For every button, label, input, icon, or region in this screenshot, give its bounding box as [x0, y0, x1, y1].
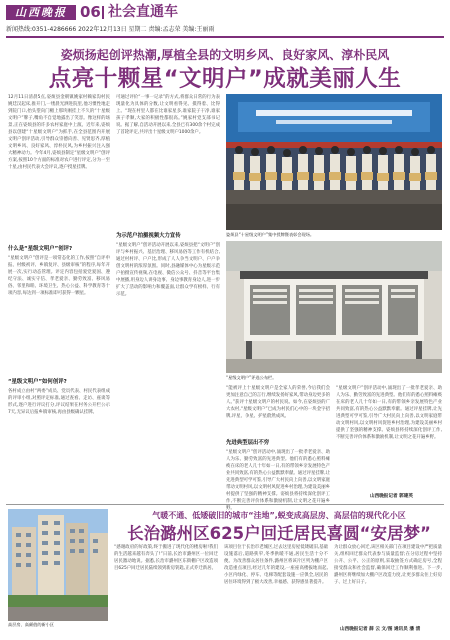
article1-byline: 山西晚报记者 郭建英 [370, 494, 413, 499]
article1-col2-body: 可通过评价“一事一记录”的方式,将群众日常的行为表现量化为具体的分数,让文明看得见、摸得着、比得上。“现在村里人都在比谁家星多,谁家院子干净,谁家孩子孝顺,大家的积极性都很高。”姚家村党支部书记说。据了解,自活动开展以来,全县已有300余个村完成了首轮评定,共评出十星级文明户1000余户。 [116, 95, 220, 135]
article2-col1-body: “感谢政府的好政策,终于搬进了现代化的楼房啦!我们的生活越来越有奔头了!”日前,长治市潞州区一位回迁居民激动地说。据悉,长治市潞州区东街棚户区改造项目625户回迁居民陆续领到新房钥匙,正式乔迁新居。 [114, 545, 218, 571]
article1-kicker: 姿烦扬起创评热潮,厚植全县的文明乡风、良好家风、淳朴民风 [60, 48, 390, 62]
article1-col2-body2: “星级文明户”创评活动开展以来,姿烦县把“文明户”创评与乡村振兴、基层治理、移风易俗等工作有机结合,通过村村评、户户比,形成了人人争当文明户、户户争创文明村的浓厚氛围。同时,县融媒体中心为星级示范户拍摄宣传视频,在电视、微信公众号、抖音等平台集中展播,用身边人讲身边事、身边事教育身边人,进一步扩大了活动的影响力和覆盖面,让群众学有榜样、行有示范。 [116, 243, 220, 297]
article1-col1-body2: “星级文明户”创评是一项常态化的工作,按照“自评申报、村级初评、乡镇复评、县级审核”的程序,每年开展一次,实行动态管理。评定内容包括爱党爱国、遵纪守法、诚实守信、孝老爱亲、勤劳致富、移风易俗、邻里和睦、环境卫生、热心公益、科学教育等十项内容,每达到一项标准即可获得一颗星。 [8, 256, 110, 296]
section-title: 社会直通车 [108, 4, 178, 20]
masthead [6, 4, 444, 38]
bulletin-board-illustration [226, 241, 442, 373]
photo-award-ceremony [226, 94, 442, 230]
newspaper-logo: 山西晚报 [6, 5, 76, 20]
article1-col1-subhead2: “星级文明户”如何创评? [8, 379, 67, 385]
article2-col2-body: 该项目位于长治市老城区,过去这里房屋低矮破旧,基础设施落后,道路狭窄,冬季供暖不通,居民生活十分不便。为改善群众居住条件,潞州区将该片区列为棚户区改造重点项目,经过几年的建设,一座座高楼拔地而起,小区内绿化、停车、电梯等配套设施一应俱全,居民的居住环境得到了极大改善,幸福感、获得感显著提升。 [224, 545, 328, 585]
article1-headline: 点亮十颗星“文明户”成就美丽人生 [48, 66, 402, 92]
article2-col3-body: 为让群众放心回迁,该区相关部门在项目建设中严把质量关,组织回迁群众代表参与质量监督;在分房过程中坚持公开、公平、公正的原则,采取抽签方式确定房号,全程接受群众和社会监督,确保回迁工作顺利推进。下一步,潞州区将继续加大棚户区改造力度,让更多群众住上好房子、过上好日子。 [334, 545, 442, 585]
article1-col3-subhead: 先进典型层出不穷 [226, 440, 270, 446]
article1-col3-body2: “星级文明户”创评活动中,涌现出了一批孝老爱亲、助人为乐、勤劳致富的先进典型。他们有的悉心照料瘫痪在床的老人几十年如一日,有的带领乡亲发展特色产业共同致富,有的热心公益默默奉献。通过评星挂牌,让先进典型可学可鉴,引导广大村民向上向善,以文明家庭带动文明村风,以文明村风促进乡村治理,为建设美丽乡村提供了坚强的精神支撑。姿烦县将持续深化创评工作,不断完善评价体系和激励机制,让文明之花开遍乡野。 [226, 450, 330, 511]
photo-residential-buildings [8, 509, 108, 621]
photo2-caption: “星级文明户”评选公布栏。 [226, 375, 277, 380]
article2-byline: 山西晚报记者 薛 云 文/图 通讯员 潘 清 [340, 627, 421, 632]
article1-col1-body3: 各村成立由村“两委”成员、党员代表、村民代表组成的评审小组,对照评定标准,通过查看、走访、座谈等形式,逐户进行评议打分,评议结果在村务公开栏公示7天,无异议后报乡镇审核,再由县级确认挂牌。 [8, 389, 110, 415]
article1-col2-subhead: 为示范户拍摄视频大力宣传 [116, 233, 181, 239]
photo1-caption: 姿烦县“十星级文明户”集中授牌暨表彰会现场。 [226, 232, 315, 237]
masthead-separator [102, 6, 104, 19]
article1-col1-subhead: 什么是“星级文明户”创评? [8, 246, 73, 252]
article1-col4-body: “星级文明户”创评活动中,涌现出了一批孝老爱亲、助人为乐、勤劳致富的先进典型。他们有的悉心照料瘫痪在床的老人几十年如一日,有的带领乡亲发展特色产业共同致富,有的热心公益默默奉献。通过评星挂牌,让先进典型可学可鉴,引导广大村民向上向善,以文明家庭带动文明村风,以文明村风促进乡村治理,为建设美丽乡村提供了坚强的精神支撑。姿烦县将持续深化创评工作,不断完善评价体系和激励机制,让文明之花开遍乡野。 [336, 386, 442, 440]
article2-kicker: 气暖不通、低矮破旧的城市“洼地”,蜕变成高层房、高层信的现代化小区 [152, 511, 406, 520]
section-divider [6, 504, 444, 505]
article2-headline: 长治潞州区625户回迁居民喜圆“安居梦” [127, 524, 431, 543]
article1-col3-body: “能被评上十星级文明户是全家人的荣誉,今后我们会更加注意自己的言行,继续发扬好家风,带动身边更多的人。”获评十星级文明户的村民说。如今,在姿烦县的广大农村,“星级文明户”已成为村民们心中的一块金字招牌,评星、争星、护星蔚然成风。 [226, 386, 330, 419]
photo-bulletin-board [226, 241, 442, 373]
masthead-meta: 新闻热线:0351-4286666 2022年12月13日 星期二 责编:孟志荣 美编:王丽雨 [6, 26, 215, 33]
article1-col1-body: 12月11日清晨5点,姿烦县金朝镇姚家村赖家沟村民姚廷汉起床,推开门,一缕晨光洒进院里,他习惯性地走到院门口,抬头望向门楣上那块刚挂上不久的“十星级文明户”牌子,嘴角不自觉地露出了笑容。像这样的场景,正在姿烦县的许多农村家庭中上演。近年来,姿烦县以创建“十星级文明户”为抓手,在全县范围内开展文明户创评活动,引导群众崇德向善、见贤思齐,厚植文明乡风、良好家风、淳朴民风,为乡村振兴注入强大精神动力。今年4月,姿烦县制定“星级文明户”创评方案,按照10个方面的标准对农户进行评定,分为一至十星,由村民代表大会评议,逐户授星挂牌。 [8, 95, 110, 170]
ceremony-illustration [226, 94, 442, 230]
page-number: 06 [80, 3, 101, 21]
buildings-illustration [8, 509, 108, 621]
photo3-caption: 高层房、高颜值的新小区 [8, 622, 55, 627]
